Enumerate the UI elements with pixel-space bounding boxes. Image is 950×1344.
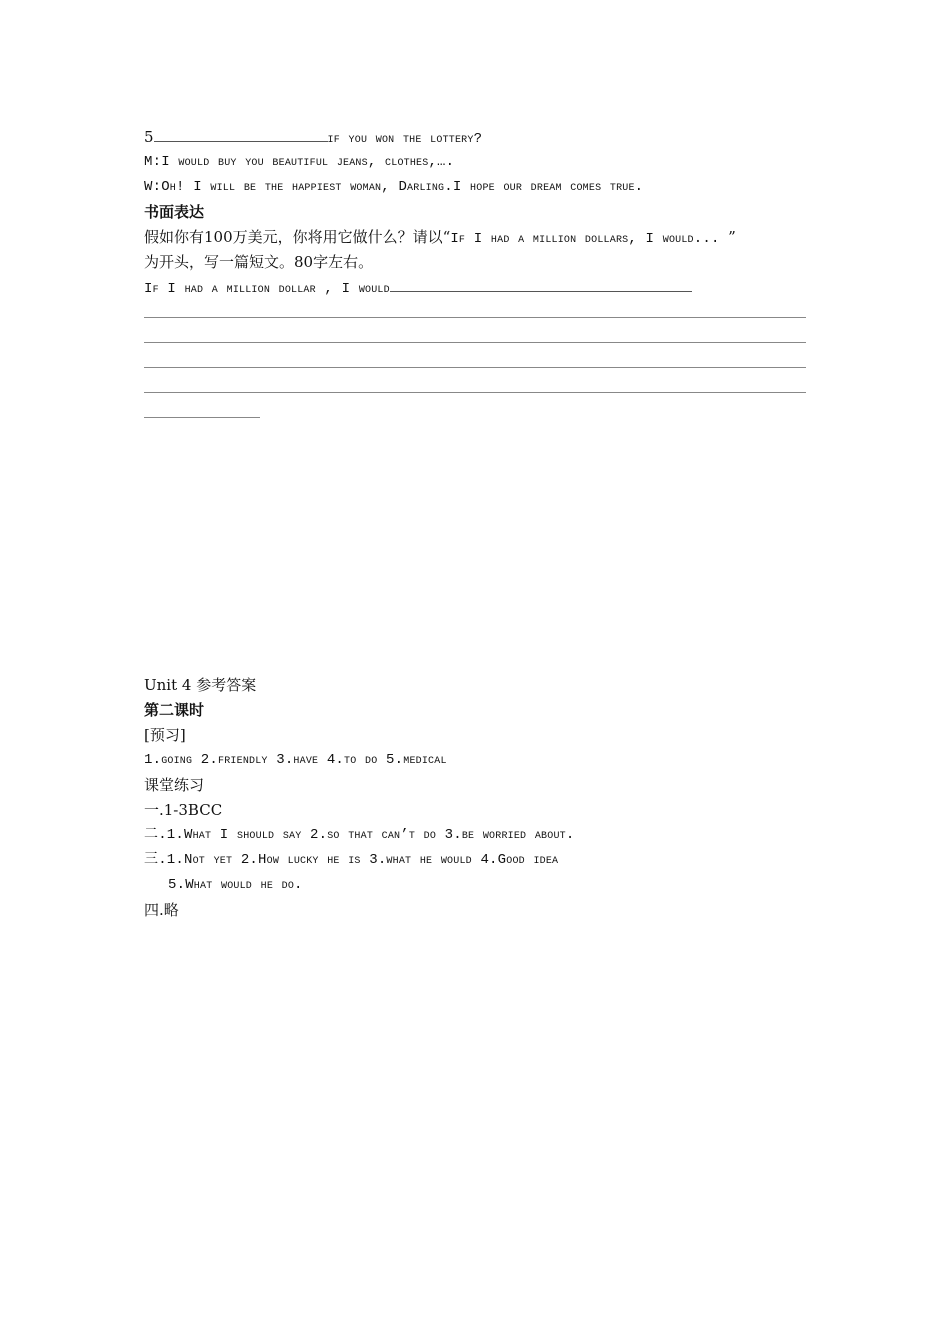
preview-answers: 1.going 2.friendly 3.have 4.to do 5.medical bbox=[144, 752, 447, 768]
starter-text: If I had a million dollar , I would bbox=[144, 281, 390, 297]
classwork-label: 课堂练习 bbox=[144, 776, 205, 794]
dialogue-w: W:Oh! I will be the happiest woman, Darling.I hope our dream comes true. bbox=[144, 179, 644, 195]
prompt-quote-end: ” bbox=[728, 228, 736, 246]
prompt-quote: If I had a million dollars, I would... bbox=[450, 231, 729, 247]
writing-starter bbox=[144, 277, 692, 299]
prompt-text: 假如你有100万美元，你将用它做什么？请以“ bbox=[144, 228, 451, 246]
writing-line-1[interactable] bbox=[144, 317, 806, 318]
starter-blank[interactable] bbox=[390, 277, 692, 292]
writing-heading: 书面表达 bbox=[144, 203, 205, 221]
question-number: 5 bbox=[144, 128, 154, 146]
writing-prompt-line2: 为开头，写一篇短文。80字左右。 bbox=[144, 253, 374, 271]
answers-title: Unit 4 参考答案 bbox=[144, 676, 257, 694]
question-text: if you won the lottery? bbox=[327, 131, 483, 147]
writing-line-2[interactable] bbox=[144, 342, 806, 343]
question-5 bbox=[144, 127, 482, 149]
dialogue-m: M:I would buy you beautiful jeans, clothes,…. bbox=[144, 154, 455, 170]
answer-blank[interactable] bbox=[154, 127, 328, 142]
answers-part-4: 四.略 bbox=[144, 901, 179, 919]
lesson-heading: 第二课时 bbox=[144, 701, 205, 719]
writing-line-5[interactable] bbox=[144, 417, 260, 418]
answers-part-3-cont: 5.What would he do. bbox=[168, 877, 303, 893]
preview-label: [预习] bbox=[144, 726, 186, 744]
writing-line-4[interactable] bbox=[144, 392, 806, 393]
writing-prompt-line1 bbox=[144, 227, 736, 249]
writing-line-3[interactable] bbox=[144, 367, 806, 368]
answers-part-3: 三.1.Not yet 2.How lucky he is 3.what he would 4.Good idea bbox=[144, 852, 559, 868]
answers-part-2: 二.1.What I should say 2.so that can’t do 3.be worried about. bbox=[144, 827, 575, 843]
answers-part-1: 一.1-3BCC bbox=[144, 801, 223, 819]
